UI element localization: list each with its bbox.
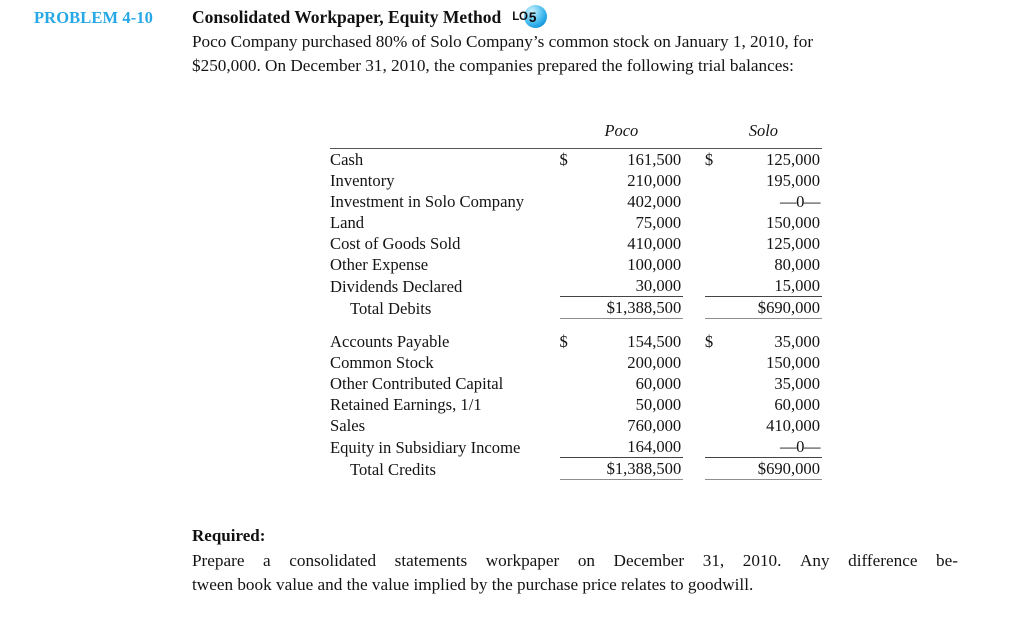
solo-currency-symbol: $	[704, 150, 714, 169]
row-label: Cost of Goods Sold	[330, 234, 461, 253]
solo-currency-symbol	[705, 436, 724, 458]
solo-value: 60,000	[774, 395, 820, 414]
column-spacer	[683, 458, 705, 480]
row-label: Equity in Subsidiary Income	[330, 437, 521, 457]
row-label: Land	[330, 213, 365, 232]
column-header-blank	[330, 120, 560, 144]
poco-currency-symbol	[560, 170, 579, 191]
column-header-poco: Poco	[604, 121, 639, 140]
trial-balance-table	[330, 120, 822, 480]
solo-value: —0—	[780, 437, 820, 456]
solo-currency-symbol	[705, 373, 724, 394]
table-row	[330, 394, 822, 415]
poco-currency-symbol	[560, 415, 579, 436]
section-spacer-row	[330, 319, 822, 332]
poco-value: 100,000	[627, 255, 682, 274]
poco-currency-symbol	[560, 436, 579, 458]
required-word: statements	[394, 551, 468, 570]
poco-currency-symbol	[560, 191, 579, 212]
table-row	[330, 415, 822, 436]
required-paragraph	[192, 549, 962, 596]
column-header-gap	[683, 120, 705, 144]
row-label: Other Contributed Capital	[330, 374, 504, 393]
learning-objective-number: 5	[528, 9, 537, 25]
required-line-2: tween book value and the value implied by the purchase price relates to goodwill.	[192, 574, 754, 594]
learning-objective-prefix: LO	[512, 11, 528, 23]
solo-currency-symbol	[705, 233, 724, 254]
column-spacer	[683, 149, 705, 171]
row-label: Inventory	[330, 171, 395, 190]
poco-value: 760,000	[627, 416, 682, 435]
poco-currency-symbol	[560, 233, 579, 254]
problem-intro-paragraph	[192, 30, 982, 77]
poco-value: 210,000	[627, 171, 682, 190]
poco-value: 75,000	[635, 213, 682, 232]
solo-currency-symbol: $	[704, 332, 714, 351]
row-label: Accounts Payable	[330, 332, 450, 351]
row-label: Common Stock	[330, 353, 434, 372]
solo-value: 195,000	[766, 171, 820, 190]
poco-value: 200,000	[627, 353, 682, 372]
table-row	[330, 436, 822, 458]
poco-value: 60,000	[635, 374, 682, 393]
required-word: be-	[936, 551, 958, 570]
solo-value: 125,000	[766, 234, 820, 253]
table-row	[330, 254, 822, 275]
total-debits-row	[330, 297, 822, 319]
column-spacer	[683, 212, 705, 233]
solo-currency-symbol	[705, 352, 724, 373]
required-word: 2010.	[742, 551, 782, 570]
table-row	[330, 233, 822, 254]
problem-title: Consolidated Workpaper, Equity Method	[192, 6, 502, 27]
required-word: difference	[848, 551, 918, 570]
row-label: Retained Earnings, 1/1	[330, 395, 482, 414]
intro-line-2: $250,000. On December 31, 2010, the companies prepared the following trial balances:	[192, 55, 794, 75]
section-spacer	[330, 319, 822, 332]
solo-value: 125,000	[766, 150, 820, 169]
debits-section	[330, 149, 822, 332]
total-credits-poco-rule-left	[560, 458, 579, 480]
poco-currency-symbol	[560, 394, 579, 415]
column-spacer	[683, 191, 705, 212]
row-label: Cash	[330, 150, 364, 169]
solo-value: 35,000	[774, 332, 820, 351]
column-spacer	[683, 436, 705, 458]
row-label: Dividends Declared	[330, 276, 463, 296]
poco-currency-symbol	[560, 352, 579, 373]
poco-value: 154,500	[627, 332, 682, 351]
column-spacer	[683, 394, 705, 415]
poco-value: 161,500	[627, 150, 682, 169]
total-credits-label: Total Credits	[350, 459, 436, 479]
solo-currency-symbol	[705, 394, 724, 415]
required-word: Prepare	[192, 551, 245, 570]
learning-objective-badge	[512, 6, 536, 28]
poco-currency-symbol	[560, 373, 579, 394]
row-label: Investment in Solo Company	[330, 192, 525, 211]
solo-currency-symbol	[705, 275, 724, 297]
column-spacer	[683, 170, 705, 191]
column-spacer	[683, 373, 705, 394]
total-debits-solo-rule-left	[705, 297, 724, 319]
intro-line-1: Poco Company purchased 80% of Solo Company’s common stock on January 1, 2010, for	[192, 32, 814, 51]
table-row	[330, 275, 822, 297]
required-word: December	[613, 551, 685, 570]
column-spacer	[683, 297, 705, 319]
problem-title-row	[192, 6, 982, 28]
column-header-solo: Solo	[748, 121, 778, 140]
solo-currency-symbol	[705, 254, 724, 275]
table-row	[330, 331, 822, 352]
credits-section	[330, 331, 822, 480]
poco-value: 30,000	[635, 276, 682, 295]
poco-currency-symbol: $	[559, 332, 568, 351]
column-spacer	[683, 415, 705, 436]
column-spacer	[683, 254, 705, 275]
table-row	[330, 373, 822, 394]
total-credits-row	[330, 458, 822, 480]
solo-currency-symbol	[705, 415, 724, 436]
solo-value: 15,000	[774, 276, 820, 295]
poco-currency-symbol	[560, 254, 579, 275]
solo-value: 410,000	[766, 416, 820, 435]
row-label: Other Expense	[330, 255, 429, 274]
solo-value: 150,000	[766, 213, 820, 232]
poco-value: 164,000	[627, 437, 682, 456]
column-spacer	[683, 233, 705, 254]
table-row	[330, 191, 822, 212]
required-line-1	[192, 549, 958, 573]
poco-value: 402,000	[627, 192, 682, 211]
problem-number-label: PROBLEM 4-10	[34, 8, 153, 27]
total-debits-poco-value: $1,388,500	[578, 297, 683, 319]
solo-currency-symbol	[705, 170, 724, 191]
required-word: consolidated	[289, 551, 377, 570]
total-credits-poco-value: $1,388,500	[578, 458, 683, 480]
poco-currency-symbol	[560, 275, 579, 297]
table-row	[330, 352, 822, 373]
trial-balance-table-container	[330, 120, 822, 480]
column-spacer	[683, 352, 705, 373]
poco-currency-symbol	[560, 212, 579, 233]
solo-value: 150,000	[766, 353, 820, 372]
required-word: on	[577, 551, 595, 570]
problem-body-column	[192, 6, 982, 77]
poco-value: 410,000	[627, 234, 682, 253]
total-credits-solo-rule-left	[705, 458, 724, 480]
required-heading: Required:	[192, 526, 266, 545]
total-debits-poco-rule-left	[560, 297, 579, 319]
table-row	[330, 149, 822, 171]
required-word: workpaper	[485, 551, 560, 570]
solo-value: —0—	[780, 192, 820, 211]
row-label: Sales	[330, 416, 366, 435]
required-word: Any	[799, 551, 830, 570]
poco-currency-symbol: $	[559, 150, 568, 169]
solo-value: 80,000	[774, 255, 820, 274]
table-row	[330, 170, 822, 191]
table-row	[330, 212, 822, 233]
poco-value: 50,000	[635, 395, 682, 414]
column-spacer	[683, 331, 705, 352]
solo-value: 35,000	[774, 374, 820, 393]
total-credits-solo-value: $690,000	[724, 458, 822, 480]
total-debits-label: Total Debits	[350, 298, 432, 318]
solo-currency-symbol	[705, 191, 724, 212]
column-spacer	[683, 275, 705, 297]
required-word: 31,	[702, 551, 725, 570]
solo-currency-symbol	[705, 212, 724, 233]
total-debits-solo-value: $690,000	[724, 297, 822, 319]
required-word: a	[263, 551, 271, 570]
table-header-row	[330, 120, 822, 144]
required-section	[192, 526, 962, 596]
